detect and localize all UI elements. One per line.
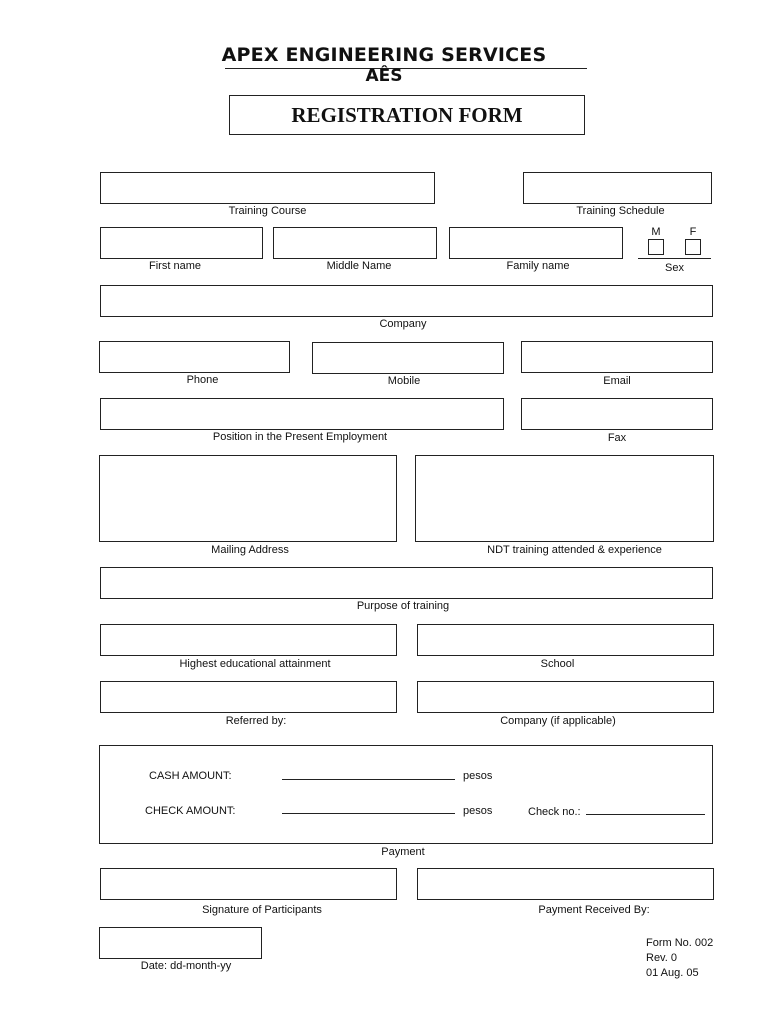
fax-label: Fax bbox=[607, 432, 627, 444]
company-name: APEX ENGINEERING SERVICES bbox=[221, 44, 547, 66]
mobile-field[interactable] bbox=[312, 342, 504, 374]
sex-m-checkbox[interactable] bbox=[648, 239, 664, 255]
education-label: Highest educational attainment bbox=[179, 658, 331, 670]
date-field[interactable] bbox=[99, 927, 262, 959]
payment-label: Payment bbox=[381, 846, 425, 858]
company-label: Company bbox=[379, 318, 427, 330]
first-name-label: First name bbox=[149, 260, 201, 272]
training-course-field[interactable] bbox=[100, 172, 435, 204]
ndt-training-field[interactable] bbox=[415, 455, 714, 542]
received-by-field[interactable] bbox=[417, 868, 714, 900]
date-label: Date: dd-month-yy bbox=[140, 960, 232, 972]
mailing-address-label: Mailing Address bbox=[211, 544, 289, 556]
received-by-label: Payment Received By: bbox=[538, 904, 650, 916]
referred-by-label: Referred by: bbox=[225, 715, 287, 727]
company-field[interactable] bbox=[100, 285, 713, 317]
cash-currency-label: pesos bbox=[463, 770, 493, 782]
purpose-field[interactable] bbox=[100, 567, 713, 599]
payment-box bbox=[99, 745, 713, 844]
email-label: Email bbox=[603, 375, 631, 387]
signature-label: Signature of Participants bbox=[202, 904, 322, 916]
phone-label: Phone bbox=[186, 374, 219, 386]
sex-divider bbox=[638, 258, 711, 259]
check-no-label: Check no.: bbox=[528, 806, 581, 818]
training-course-label: Training Course bbox=[228, 205, 307, 217]
middle-name-label: Middle Name bbox=[326, 260, 392, 272]
education-field[interactable] bbox=[100, 624, 397, 656]
school-label: School bbox=[540, 658, 575, 670]
sex-f-checkbox[interactable] bbox=[685, 239, 701, 255]
check-currency-label: pesos bbox=[463, 805, 493, 817]
mobile-label: Mobile bbox=[387, 375, 421, 387]
school-field[interactable] bbox=[417, 624, 714, 656]
purpose-label: Purpose of training bbox=[356, 600, 450, 612]
ndt-training-label: NDT training attended & experience bbox=[487, 544, 662, 556]
sex-m-label: M bbox=[651, 226, 661, 238]
check-amount-line[interactable] bbox=[282, 813, 455, 814]
email-field[interactable] bbox=[521, 341, 713, 373]
middle-name-field[interactable] bbox=[273, 227, 437, 259]
referral-company-field[interactable] bbox=[417, 681, 714, 713]
referral-company-label: Company (if applicable) bbox=[500, 715, 616, 727]
mailing-address-field[interactable] bbox=[99, 455, 397, 542]
form-date: 01 Aug. 05 bbox=[646, 967, 699, 979]
cash-amount-line[interactable] bbox=[282, 779, 455, 780]
training-schedule-label: Training Schedule bbox=[576, 205, 665, 217]
position-label: Position in the Present Employment bbox=[212, 431, 388, 443]
fax-field[interactable] bbox=[521, 398, 713, 430]
first-name-field[interactable] bbox=[100, 227, 263, 259]
company-abbreviation: AÊS bbox=[365, 66, 403, 86]
phone-field[interactable] bbox=[99, 341, 290, 373]
check-no-line[interactable] bbox=[586, 814, 705, 815]
training-schedule-field[interactable] bbox=[523, 172, 712, 204]
form-number: Form No. 002 bbox=[646, 937, 714, 949]
signature-field[interactable] bbox=[100, 868, 397, 900]
referred-by-field[interactable] bbox=[100, 681, 397, 713]
check-amount-label: CHECK AMOUNT: bbox=[145, 805, 236, 817]
form-revision: Rev. 0 bbox=[646, 952, 677, 964]
position-field[interactable] bbox=[100, 398, 504, 430]
sex-label: Sex bbox=[665, 262, 684, 274]
sex-f-label: F bbox=[689, 226, 697, 238]
family-name-label: Family name bbox=[506, 260, 570, 272]
family-name-field[interactable] bbox=[449, 227, 623, 259]
form-title: REGISTRATION FORM bbox=[229, 95, 585, 135]
cash-amount-label: CASH AMOUNT: bbox=[149, 770, 232, 782]
